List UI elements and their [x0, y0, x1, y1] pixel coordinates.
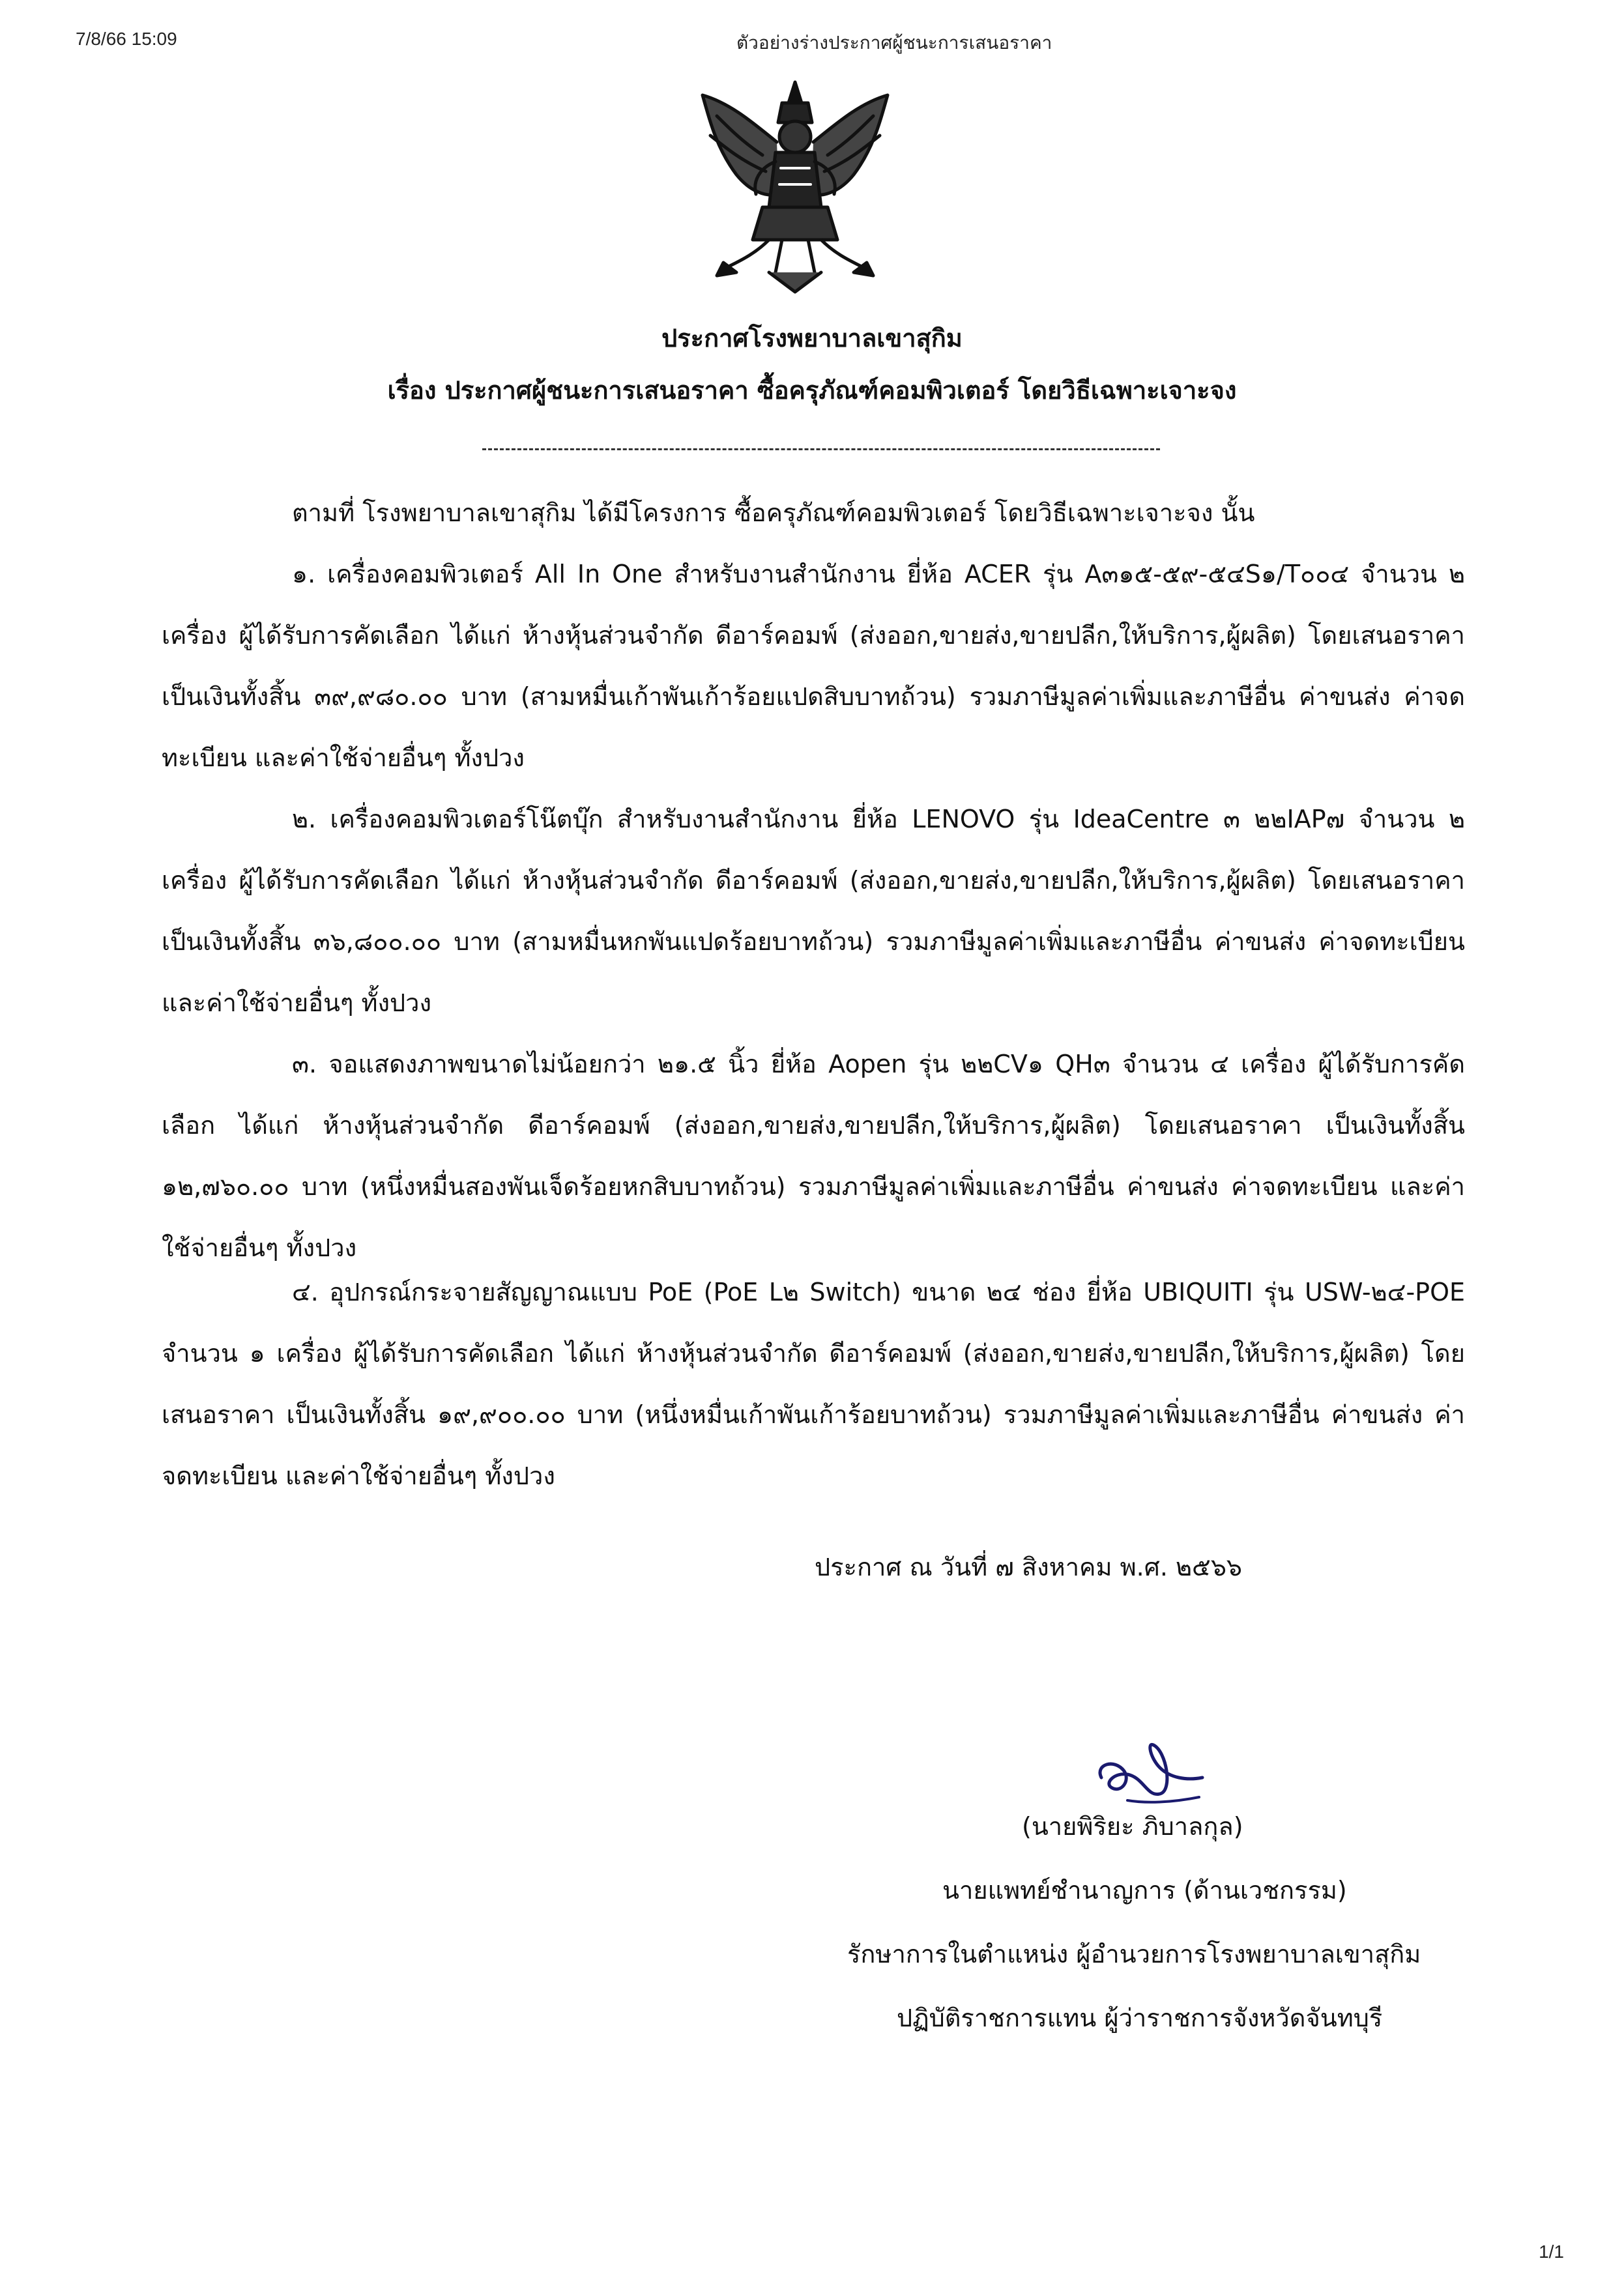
- item-3-text: ๓. จอแสดงภาพขนาดไม่น้อยกว่า ๒๑.๕ นิ้ว ยี่ห้อ Aopen รุ่น ๒๒CV๑ QH๓ จำนวน ๔ เครื่อง ผู้ได้รับการคัดเลือก ได้แก่ ห้างหุ้นส่วนจำกัด ดีอาร์คอมพ์ (ส่งออก,ขายส่ง,ขายปลีก,ให้บริการ,ผู้ผลิต) โดยเสนอราคา เป็นเงินทั้งสิ้น ๑๒,๗๖๐.๐๐ บาท (หนึ่งหมื่นสองพันเจ็ดร้อยหกสิบบาทถ้วน) รวมภาษีมูลค่าเพิ่มและภาษีอื่น ค่าขนส่ง ค่าจดทะเบียน และค่าใช้จ่ายอื่นๆ ทั้งปวง: [162, 1050, 1465, 1262]
- intro-paragraph: [162, 482, 1465, 543]
- separator-line: [482, 448, 1160, 450]
- handwritten-signature: [1088, 1732, 1212, 1817]
- signatory-position: นายแพทย์ชำนาญการ (ด้านเวชกรรม): [942, 1876, 1347, 1905]
- signatory-name: (นายพิริยะ ภิบาลกุล): [1022, 1812, 1243, 1841]
- intro-text: ตามที่ โรงพยาบาลเขาสุกิม ได้มีโครงการ ซื้อครุภัณฑ์คอมพิวเตอร์ โดยวิธีเฉพาะเจาะจง นั้น: [292, 498, 1255, 527]
- item-1-text: ๑. เครื่องคอมพิวเตอร์ All In One สำหรับงานสำนักงาน ยี่ห้อ ACER รุ่น A๓๑๕-๕๙-๕๔S๑/T๐๐๔ จำนวน ๒ เครื่อง ผู้ได้รับการคัดเลือก ได้แก่ ห้างหุ้นส่วนจำกัด ดีอาร์คอมพ์ (ส่งออก,ขายส่ง,ขายปลีก,ให้บริการ,ผู้ผลิต) โดยเสนอราคา เป็นเงินทั้งสิ้น ๓๙,๙๘๐.๐๐ บาท (สามหมื่นเก้าพันเก้าร้อยแปดสิบบาทถ้วน) รวมภาษีมูลค่าเพิ่มและภาษีอื่น ค่าขนส่ง ค่าจดทะเบียน และค่าใช้จ่ายอื่นๆ ทั้งปวง: [162, 560, 1465, 772]
- announcement-title: ประกาศโรงพยาบาลเขาสุกิม: [661, 324, 963, 353]
- item-4-paragraph: [162, 1262, 1465, 1507]
- print-document-title: ตัวอย่างร่างประกาศผู้ชนะการเสนอราคา: [736, 33, 1052, 53]
- garuda-emblem-icon: [691, 77, 899, 298]
- signatory-on-behalf: ปฏิบัติราชการแทน ผู้ว่าราชการจังหวัดจันทบุรี: [897, 2004, 1383, 2032]
- print-timestamp: 7/8/66 15:09: [76, 29, 177, 49]
- announcement-subject: เรื่อง ประกาศผู้ชนะการเสนอราคา ซื้อครุภัณฑ์คอมพิวเตอร์ โดยวิธีเฉพาะเจาะจง: [387, 376, 1237, 405]
- page-number: 1/1: [1539, 2242, 1564, 2262]
- item-1-paragraph: [162, 543, 1465, 788]
- signatory-acting-position: รักษาการในตำแหน่ง ผู้อำนวยการโรงพยาบาลเขาสุกิม: [847, 1940, 1421, 1968]
- announcement-date: ประกาศ ณ วันที่ ๗ สิงหาคม พ.ศ. ๒๕๖๖: [815, 1553, 1243, 1581]
- item-2-paragraph: [162, 788, 1465, 1033]
- item-2-text: ๒. เครื่องคอมพิวเตอร์โน๊ตบุ๊ก สำหรับงานสำนักงาน ยี่ห้อ LENOVO รุ่น IdeaCentre ๓ ๒๒IAP๗ จำนวน ๒ เครื่อง ผู้ได้รับการคัดเลือก ได้แก่ ห้างหุ้นส่วนจำกัด ดีอาร์คอมพ์ (ส่งออก,ขายส่ง,ขายปลีก,ให้บริการ,ผู้ผลิต) โดยเสนอราคา เป็นเงินทั้งสิ้น ๓๖,๘๐๐.๐๐ บาท (สามหมื่นหกพันแปดร้อยบาทถ้วน) รวมภาษีมูลค่าเพิ่มและภาษีอื่น ค่าขนส่ง ค่าจดทะเบียน และค่าใช้จ่ายอื่นๆ ทั้งปวง: [162, 805, 1465, 1017]
- item-4-text: ๔. อุปกรณ์กระจายสัญญาณแบบ PoE (PoE L๒ Switch) ขนาด ๒๔ ช่อง ยี่ห้อ UBIQUITI รุ่น USW-๒๔-POE จำนวน ๑ เครื่อง ผู้ได้รับการคัดเลือก ได้แก่ ห้างหุ้นส่วนจำกัด ดีอาร์คอมพ์ (ส่งออก,ขายส่ง,ขายปลีก,ให้บริการ,ผู้ผลิต) โดยเสนอราคา เป็นเงินทั้งสิ้น ๑๙,๙๐๐.๐๐ บาท (หนึ่งหมื่นเก้าพันเก้าร้อยบาทถ้วน) รวมภาษีมูลค่าเพิ่มและภาษีอื่น ค่าขนส่ง ค่าจดทะเบียน และค่าใช้จ่ายอื่นๆ ทั้งปวง: [162, 1278, 1465, 1490]
- item-3-paragraph: [162, 1033, 1465, 1278]
